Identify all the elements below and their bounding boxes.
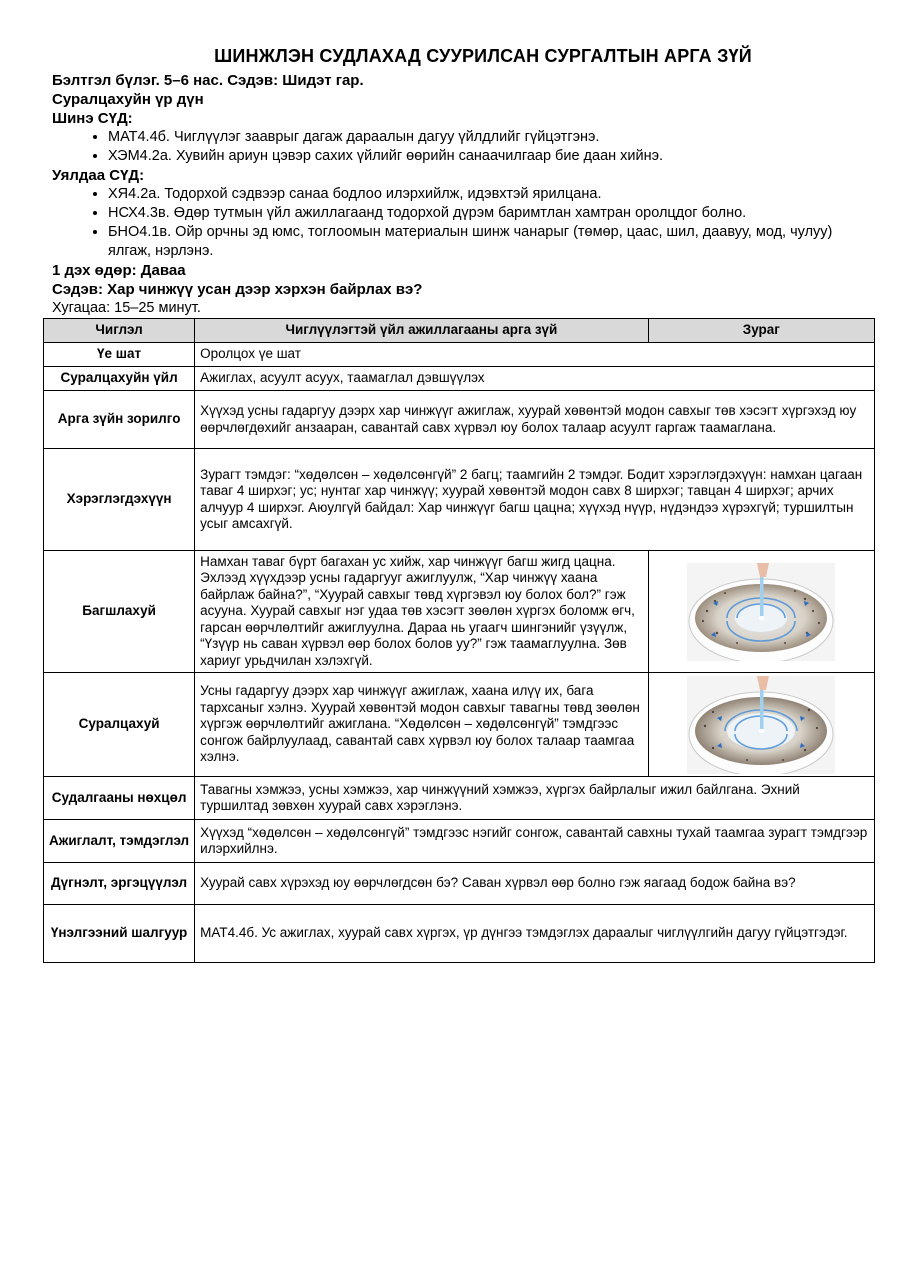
row-text: Оролцох үе шат (195, 343, 875, 367)
subtitle: Бэлтгэл бүлэг. 5–6 нас. Сэдэв: Шидэт гар. (52, 72, 364, 89)
row-text: МАТ4.4б. Ус ажиглах, хуурай савх хүргэх, үр дүнгээ тэмдэглэх дараалыг чиглүүлгийн дагуу гүйцэтгэдэг. (195, 905, 875, 963)
row-text: Хүүхэд усны гадаргуу дээрх хар чинжүүг ажиглаж, хуурай хөвөнтэй модон савхыг төв хэсэгт хүргэхэд юу өөрчлөгдөхийг анзааран, савантай савх хүрвэл юу болох талаар асуулт гаргаж таамагланa. (195, 391, 875, 449)
column-header: Зураг (648, 319, 874, 343)
duration: Хугацаа: 15–25 минут. (52, 300, 201, 316)
linked-outcomes-heading: Уялдаа СҮД: (52, 167, 145, 184)
topic-heading: Сэдэв: Хар чинжүү усан дээр хэрхэн байрлах вэ? (52, 281, 423, 298)
list-item: • БНО4.1в. Ойр орчны эд юмс, тоглоомын материалын шинж чанарыг (төмөр, цаас, шил, даавуу, мод, чулуу) ялгаж, нэрлэнэ. (108, 223, 874, 261)
day-heading: 1 дэх өдөр: Даваа (52, 262, 186, 279)
row-text: Тавагны хэмжээ, усны хэмжээ, хар чинжүүний хэмжээ, хүргэх байрлалыг ижил байлгана. Эхний туршилтад зөвхөн хуурай савх хэрэглэнэ. (195, 777, 875, 820)
new-outcomes-heading: Шинэ СҮД: (52, 110, 133, 127)
lesson-table (43, 318, 875, 963)
list-item: • ХЯ4.2а. Тодорхой сэдвээр санаа бодлоо илэрхийлж, идэвхтэй ярилцана. (108, 185, 874, 204)
table-row (44, 449, 875, 551)
outcomes-heading: Суралцахуйн үр дүн (52, 91, 204, 108)
linked-outcomes-list (52, 185, 874, 261)
pepper-dish-photo (687, 563, 835, 661)
table-row (44, 905, 875, 963)
row-text: Хуурай савх хүрэхэд юу өөрчлөгдсөн бэ? Саван хүрвэл өөр болно гэж яагаад бодож байна вэ? (195, 863, 875, 905)
row-text: Зурагт тэмдэг: “хөдөлсөн – хөдөлсөнгүй” 2 багц; таамгийн 2 тэмдэг. Бодит хэрэглэгдэхүүн: намхан цагаан таваг 4 ширхэг; ус; нунтаг хар чинжүү; хуурай хөвөнтэй модон савх 8 ширхэг; тавцан 4 ширхэг; арчих алчуур 4 ширхэг. Аюулгүй байдал: Хар чинжүүг багш цацна; хүүхэд нүүр, нүдэндээ хүрэхгүй; туршилтын усыг амсахгүй. (195, 449, 875, 551)
column-header: Чиглэл (44, 319, 195, 343)
table-row (44, 343, 875, 367)
row-text: Хүүхэд “хөдөлсөн – хөдөлсөнгүй” тэмдгээс нэгийг сонгож, савантай савхны тухай таамгаа зурагт тэмдгээр илэрхийлнэ. (195, 820, 875, 863)
list-item: • ХЭМ4.2а. Хувийн ариун цэвэр сахих үйлийг өөрийн санаачилгаар бие даан хийнэ. (108, 147, 874, 166)
row-text: Усны гадаргуу дээрх хар чинжүүг ажиглаж, хаана илүү их, бага тархсаныг хэлнэ. Хуурай хөвөнтэй модон савхыг тавагны төвд зөөлөн хүргэж өөрчлөлтийг ажиглана. “Хөдөлсөн – хөдөлсөнгүй” тэмдгээс сонгож байрлуулаад, савантай савх хүрвэл юу болох талаар таамгаа хэлнэ. (195, 673, 649, 777)
row-label: Арга зүйн зорилго (44, 391, 195, 449)
row-label: Дүгнэлт, эргэцүүлэл (44, 863, 195, 905)
list-item: • МАТ4.4б. Чиглүүлэг зааврыг дагаж дараалын дагуу үйлдлийг гүйцэтгэнэ. (108, 128, 874, 147)
table-row (44, 391, 875, 449)
photo-cell (648, 673, 874, 777)
photo-cell (648, 551, 874, 673)
row-label: Үе шат (44, 343, 195, 367)
column-header: Чиглүүлэгтэй үйл ажиллагааны арга зүй (195, 319, 649, 343)
table-row (44, 551, 875, 673)
table-row (44, 777, 875, 820)
row-label: Суралцахуй (44, 673, 195, 777)
row-text: Намхан таваг бүрт багахан ус хийж, хар чинжүүг багш жигд цацна. Эхлээд хүүхдээр усны гадаргууг ажиглуулж, “Хар чинжүү хаана байрлаж байна?”, “Хуурай савхыг төвд хүргэвэл юу болох бол?” гэж асууна. Хуурай савхыг нэг удаа төв хэсэгт зөөлөн хүргэх боломж өгч, гарсан өөрчлөлтийг ажиглуулна. Дараа нь угаагч шингэнийг үзүүлж, “Үзүүр нь саван хүрвэл өөр болох болов уу?” гэж таамаглуулна. Зөв хариуг урьдчилан хэлэхгүй. (195, 551, 649, 673)
table-row (44, 820, 875, 863)
list-item: • НСХ4.3в. Өдөр тутмын үйл ажиллагаанд тодорхой дүрэм баримтлан хамтран оролцдог болно. (108, 204, 874, 223)
table-row (44, 367, 875, 391)
row-label: Судалгааны нөхцөл (44, 777, 195, 820)
table-header-row (44, 319, 875, 343)
row-label: Багшлахуй (44, 551, 195, 673)
new-outcomes-list (52, 128, 874, 166)
document-page (52, 46, 874, 317)
pepper-dish-photo (687, 676, 835, 774)
table-row (44, 673, 875, 777)
row-label: Хэрэглэгдэхүүн (44, 449, 195, 551)
table-row (44, 863, 875, 905)
row-label: Ажиглалт, тэмдэглэл (44, 820, 195, 863)
page-title: ШИНЖЛЭН СУДЛАХАД СУУРИЛСАН СУРГАЛТЫН АРГА ЗҮЙ (214, 46, 752, 66)
row-label: Үнэлгээний шалгуур (44, 905, 195, 963)
row-text: Ажиглах, асуулт асуух, таамаглал дэвшүүлэх (195, 367, 875, 391)
row-label: Суралцахуйн үйл (44, 367, 195, 391)
